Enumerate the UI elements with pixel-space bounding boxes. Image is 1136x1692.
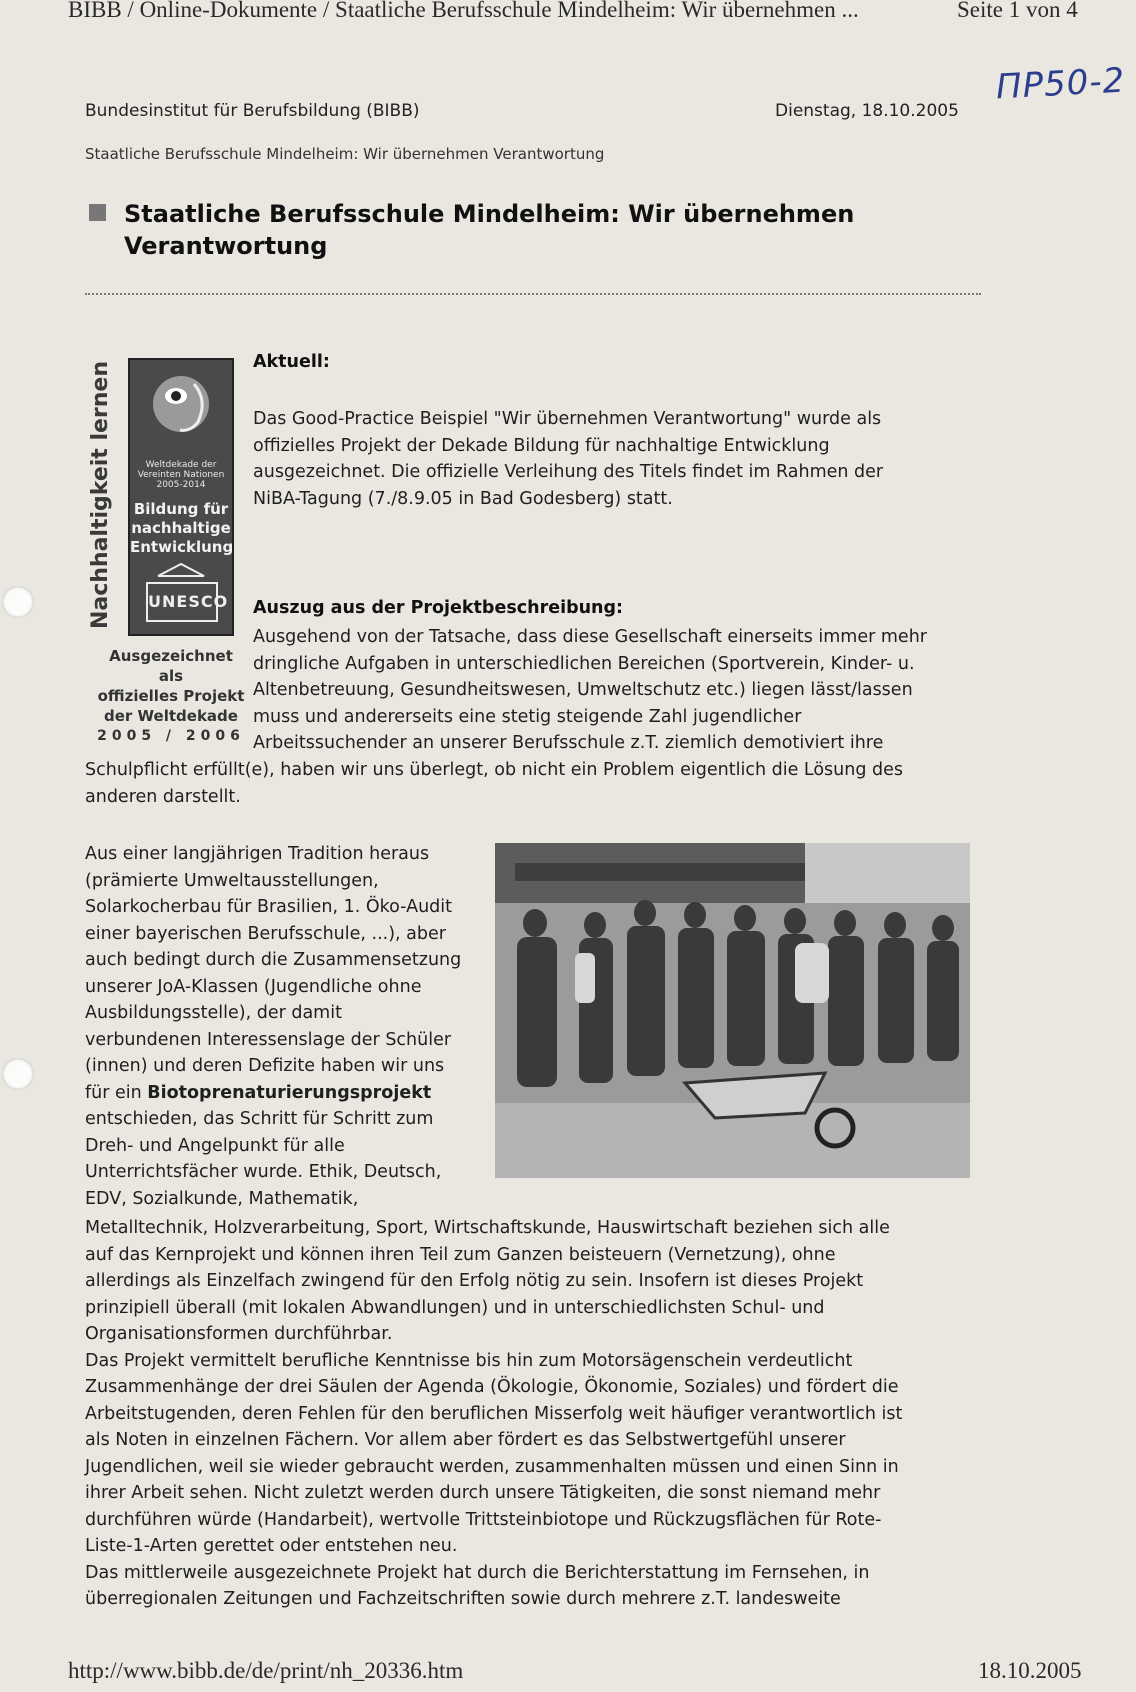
logo-main-line-3: Entwicklung bbox=[130, 538, 234, 556]
auszug-line: muss und andererseits eine stetig steigende Zahl jugendlicher bbox=[253, 706, 802, 727]
unesco-temple-icon bbox=[156, 562, 206, 578]
title-divider bbox=[85, 293, 981, 295]
aktuell-line: Das Good-Practice Beispiel "Wir übernehmen Verantwortung" wurde als bbox=[253, 409, 882, 429]
logo-caption bbox=[96, 646, 246, 746]
title-line-1: Staatliche Berufsschule Mindelheim: Wir übernehmen bbox=[124, 200, 855, 228]
continued-line: überregionalen Zeitungen und Fachzeitschriften sowie durch mehrere z.T. landesweite bbox=[85, 1589, 841, 1609]
auszug-line: Schulpflicht erfüllt(e), haben wir uns überlegt, ob nicht ein Problem eigentlich die Lösung des bbox=[85, 760, 904, 780]
tradition-line: einer bayerischen Berufsschule, ...), aber bbox=[85, 923, 446, 944]
print-header-page: Seite 1 von 4 bbox=[957, 0, 1078, 22]
logo-small-line-3: 2005-2014 bbox=[156, 480, 206, 490]
continued-line: Organisationsformen durchführbar. bbox=[85, 1324, 393, 1344]
page-date: Dienstag, 18.10.2005 bbox=[775, 101, 959, 121]
aktuell-text bbox=[253, 406, 993, 512]
continued-line: ihrer Arbeit sehen. Nicht zuletzt werden durch unsere Tätigkeiten, die sonst niemand mehr bbox=[85, 1483, 881, 1503]
logo-years: 2005 / 2006 bbox=[97, 728, 245, 744]
tradition-line: verbundenen Interessenslage der Schüler bbox=[85, 1029, 452, 1050]
logo-caption-line-1: Ausgezeichnet als bbox=[109, 647, 233, 685]
punch-hole-bottom bbox=[2, 1058, 34, 1090]
continued-line: als Noten in einzelnen Fächern. Vor allem aber fördert es das Selbstwertgefühl unserer bbox=[85, 1430, 846, 1450]
tradition-line: entschieden, das Schritt für Schritt zum bbox=[85, 1109, 434, 1129]
auszug-text-wide bbox=[85, 757, 1015, 810]
logo-caption-line-2: offizielles Projekt bbox=[97, 687, 245, 705]
tradition-bold-line bbox=[85, 1080, 495, 1107]
title-bullet-icon bbox=[89, 204, 106, 221]
auszug-heading: Auszug aus der Projektbeschreibung: bbox=[253, 598, 624, 618]
logo-small-line-1: Weltdekade der bbox=[145, 460, 217, 470]
logo-vertical-text: Nachhaltigkeit lernen bbox=[88, 360, 113, 630]
print-footer-date: 18.10.2005 bbox=[978, 1658, 1082, 1683]
continued-line: durchführen würde (Handarbeit), wertvolle Trittsteinbiotope und Rückzugsflächen für Rote- bbox=[85, 1509, 882, 1530]
tradition-line: Unterrichtsfächer wurde. Ethik, Deutsch, bbox=[85, 1162, 442, 1182]
continued-line: Liste-1-Arten gerettet oder entstehen neu. bbox=[85, 1536, 458, 1556]
auszug-line: dringliche Aufgaben in unterschiedlichen Bereichen (Sportverein, Kinder- u. bbox=[253, 653, 915, 674]
aktuell-line: offizielles Projekt der Dekade Bildung für nachhaltige Entwicklung bbox=[253, 435, 830, 456]
continued-line: auf das Kernprojekt und können ihren Teil zum Ganzen beisteuern (Vernetzung), ohne bbox=[85, 1244, 836, 1265]
tradition-line: (innen) und deren Defizite haben wir uns bbox=[85, 1056, 445, 1076]
handwritten-note: ПР50-2 bbox=[995, 60, 1127, 108]
logo-panel bbox=[128, 358, 234, 636]
weltdekade-logo bbox=[88, 358, 245, 744]
continued-line: Zusammenhänge der drei Säulen der Agenda (Ökologie, Ökonomie, Soziales) und fördert die bbox=[85, 1377, 899, 1397]
aktuell-heading: Aktuell: bbox=[253, 352, 330, 372]
institute-name: Bundesinstitut für Berufsbildung (BIBB) bbox=[85, 101, 420, 121]
auszug-line: Ausgehend von der Tatsache, dass diese Gesellschaft einerseits immer mehr bbox=[253, 627, 927, 647]
logo-caption-line-3: der Weltdekade bbox=[104, 707, 238, 725]
tradition-line: Solarkocherbau für Brasilien, 1. Öko-Audit bbox=[85, 897, 452, 917]
logo-unesco: UNESCO bbox=[146, 582, 218, 622]
tradition-bold-prefix: für ein bbox=[85, 1082, 148, 1103]
tradition-line: (prämierte Umweltausstellungen, bbox=[85, 870, 379, 891]
title-line-2: Verantwortung bbox=[124, 232, 328, 260]
continued-line: prinzipiell überall (mit lokalen Abwandlungen) und in unterschiedlichsten Schul- und bbox=[85, 1297, 825, 1318]
punch-hole-top bbox=[2, 586, 34, 618]
auszug-line: Arbeitssuchender an unserer Berufsschule z.T. ziemlich demotiviert ihre bbox=[253, 733, 884, 753]
group-photo bbox=[495, 843, 970, 1178]
tradition-line: Dreh- und Angelpunkt für alle bbox=[85, 1135, 345, 1156]
continued-line: Das Projekt vermittelt berufliche Kenntnisse bis hin zum Motorsägenschein verdeutlicht bbox=[85, 1350, 853, 1371]
tradition-line: auch bedingt durch die Zusammensetzung bbox=[85, 950, 462, 970]
continued-line: Arbeitstugenden, deren Fehlen für den beruflichen Misserfolg weit häufiger verantwortlich ist bbox=[85, 1403, 903, 1424]
continued-line: Das mittlerweile ausgezeichnete Projekt hat durch die Berichterstattung im Fernsehen, in bbox=[85, 1562, 870, 1583]
continued-line: Metalltechnik, Holzverarbeitung, Sport, Wirtschaftskunde, Hauswirtschaft beziehen sich alle bbox=[85, 1218, 890, 1238]
aktuell-line: NiBA-Tagung (7./8.9.05 in Bad Godesberg) statt. bbox=[253, 488, 673, 509]
print-footer-url: http://www.bibb.de/de/print/nh_20336.htm bbox=[68, 1658, 464, 1683]
aktuell-line: ausgezeichnet. Die offizielle Verleihung des Titels findet im Rahmen der bbox=[253, 462, 884, 482]
auszug-line: Altenbetreuung, Gesundheitswesen, Umweltschutz etc.) liegen lässt/lassen bbox=[253, 680, 913, 700]
tradition-line: Aus einer langjährigen Tradition heraus bbox=[85, 844, 430, 864]
page-title bbox=[89, 198, 854, 262]
print-header-title: BIBB / Online-Dokumente / Staatliche Berufsschule Mindelheim: Wir übernehmen ... bbox=[68, 0, 859, 22]
logo-main-line-2: nachhaltige bbox=[131, 519, 231, 537]
tradition-line: unserer JoA-Klassen (Jugendliche ohne bbox=[85, 976, 422, 997]
auszug-line: anderen darstellt. bbox=[85, 786, 241, 807]
tradition-line: Ausbildungsstelle), der damit bbox=[85, 1003, 342, 1023]
continued-text bbox=[85, 1215, 1015, 1613]
project-name: Biotoprenaturierungsprojekt bbox=[147, 1082, 432, 1103]
auszug-text-narrow bbox=[253, 624, 993, 757]
continued-line: allerdings als Einzelfach zwingend für den Erfolg nötig zu sein. Insofern ist dieses Projekt bbox=[85, 1271, 864, 1291]
tradition-text bbox=[85, 841, 495, 1212]
group-photo-image bbox=[495, 843, 970, 1178]
continued-line: Jugendlichen, weil sie wieder gebraucht werden, zusammenhalten müssen und einen Sinn in bbox=[85, 1456, 899, 1477]
breadcrumb: Staatliche Berufsschule Mindelheim: Wir übernehmen Verantwortung bbox=[85, 145, 605, 163]
logo-face-icon bbox=[150, 370, 212, 446]
tradition-line: EDV, Sozialkunde, Mathematik, bbox=[85, 1188, 359, 1209]
logo-main-line-1: Bildung für bbox=[133, 500, 229, 518]
logo-small-line-2: Vereinten Nationen bbox=[137, 470, 225, 480]
